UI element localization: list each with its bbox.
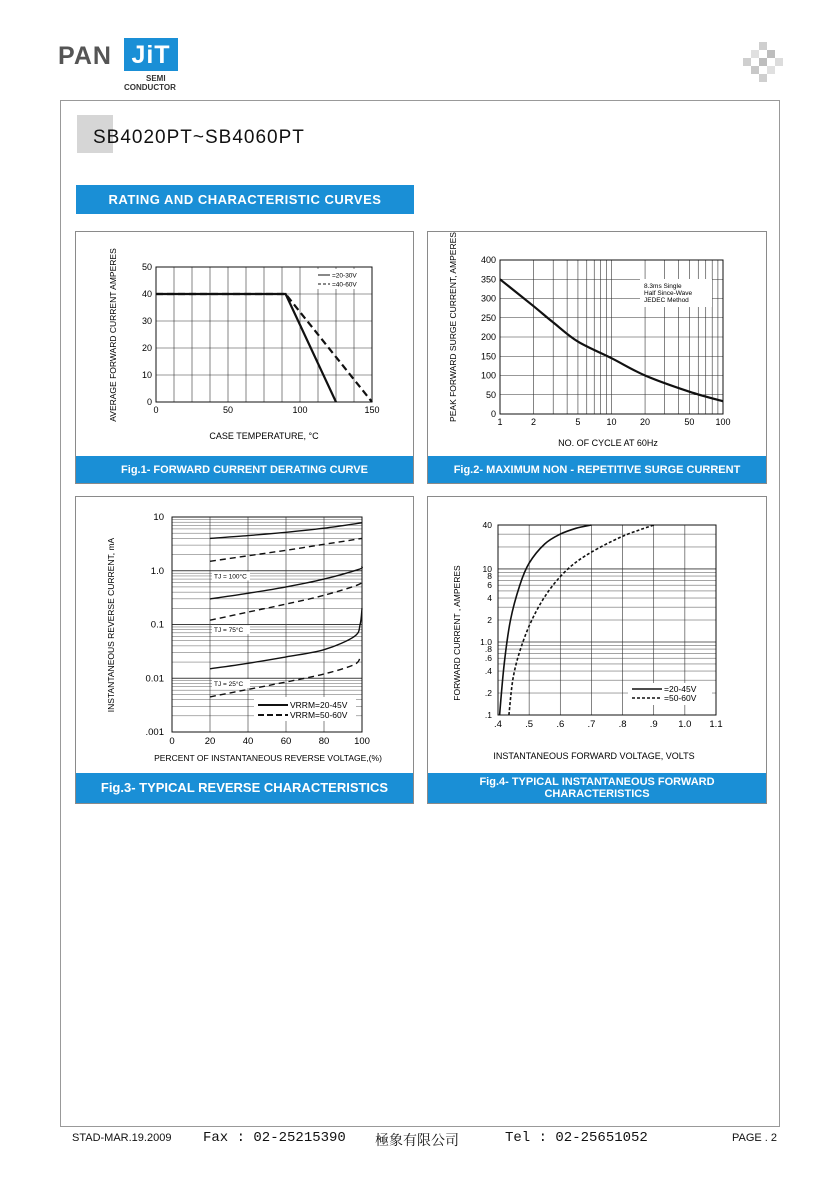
fig4-y-tick-label: 40 [482, 520, 492, 530]
fig4-y-tick-label: 8 [487, 571, 492, 582]
fig4-legend-label: =20-45V [664, 684, 697, 694]
fig1-y-tick-label: 40 [141, 289, 152, 299]
fig2-x-tick-label: 20 [640, 417, 651, 427]
fig1-panel [75, 231, 414, 484]
fig2-annotation-line: JEDEC Method [644, 297, 689, 304]
fig4-panel [427, 496, 767, 804]
fig4-x-tick-label: 1.1 [709, 719, 723, 730]
fig3-x-tick-label: 100 [354, 736, 370, 747]
fig1-x-axis-unit: °C [308, 431, 319, 441]
footer-date: STAD-MAR.19.2009 [72, 1132, 172, 1144]
fig2-y-tick-label: 150 [480, 351, 496, 362]
fig1-y-tick-label: 50 [141, 262, 152, 272]
fig2-panel [427, 231, 767, 484]
fig3-panel [75, 496, 414, 804]
section-banner: RATING AND CHARACTERISTIC CURVES [76, 185, 414, 214]
logo-semi-text: SEMI [146, 74, 166, 83]
checker-decoration-icon [743, 42, 783, 82]
fig3-x-tick-label: 40 [242, 736, 254, 747]
panjit-logo [58, 38, 188, 90]
fig3-legend-label: VRRM=50-60V [290, 710, 348, 720]
fig3-series-6 [210, 657, 360, 697]
fig2-x-tick-label: 5 [575, 417, 581, 427]
fig2-y-tick-label: 50 [485, 389, 496, 400]
fig3-y-tick-label: .001 [145, 727, 164, 738]
fig4-x-tick-label: .8 [618, 719, 627, 730]
fig2-y-tick-label: 350 [480, 274, 496, 285]
fig3-tj-label: TJ = 75°C [214, 627, 244, 635]
footer-tel: Tel : 02-25651052 [505, 1130, 648, 1146]
fig2-x-tick-label: 1 [497, 417, 503, 427]
fig4-x-tick-label: 1.0 [678, 719, 692, 730]
fig4-legend-label: =50-60V [664, 693, 697, 703]
fig4-y-tick-label: 6 [487, 580, 492, 591]
fig4-y-tick-label: 10 [482, 563, 492, 574]
fig4-y-tick-label: .2 [484, 688, 492, 699]
fig2-y-tick-label: 250 [480, 312, 496, 323]
fig1-legend-label: =40-60V [332, 281, 357, 289]
fig1-chart [76, 232, 413, 457]
fig4-y-tick-label: .4 [484, 666, 492, 677]
logo-jit-text: JiT [124, 38, 178, 71]
fig1-y-tick-label: 20 [141, 343, 152, 353]
logo-pan-text: PAN [58, 42, 112, 70]
fig3-legend-label: VRRM=20-45V [290, 700, 348, 710]
fig2-annotation-line: 8.3ms Single [644, 283, 682, 290]
fig4-y-tick-label: .1 [484, 710, 492, 720]
fig1-y-tick-label: 0 [146, 397, 152, 407]
fig2-x-tick-label: 100 [715, 417, 731, 427]
fig4-x-tick-label: .6 [556, 719, 565, 730]
fig1-x-tick-label: 0 [153, 405, 159, 415]
fig2-x-tick-label: 2 [531, 417, 537, 427]
fig1-caption: Fig.1- FORWARD CURRENT DERATING CURVE [76, 456, 413, 483]
fig3-tj-label: TJ = 25°C [214, 680, 244, 688]
fig2-caption: Fig.2- MAXIMUM NON - REPETITIVE SURGE CURRENT [428, 456, 766, 483]
fig4-y-axis-label: FORWARD CURRENT , AMPERES [452, 565, 462, 701]
fig3-x-tick-label: 60 [280, 736, 292, 747]
fig2-x-tick-label: 50 [684, 417, 695, 427]
fig4-x-axis-label: INSTANTANEOUS FORWARD VOLTAGE, VOLTS [493, 751, 695, 761]
fig4-x-tick-label: .7 [587, 719, 596, 730]
fig4-y-tick-label: 4 [487, 593, 492, 604]
fig2-y-axis-label: PEAK FORWARD SURGE CURRENT, AMPERES [448, 232, 458, 422]
fig4-chart [428, 497, 766, 773]
fig1-x-tick-label: 100 [292, 405, 308, 415]
fig3-x-tick-label: 20 [204, 736, 216, 747]
fig3-y-tick-label: 10 [153, 512, 164, 523]
fig2-y-tick-label: 300 [480, 293, 496, 304]
fig3-chart [76, 497, 413, 773]
fig4-x-tick-label: .9 [649, 719, 658, 730]
fig1-y-axis-label: AVERAGE FORWARD CURRENT AMPERES [108, 248, 118, 422]
footer-company: 極象有限公司 [375, 1134, 459, 1150]
fig4-y-tick-label: .6 [484, 653, 492, 664]
fig4-x-tick-label: .5 [525, 719, 534, 730]
fig2-y-tick-label: 0 [490, 409, 496, 419]
fig4-caption: Fig.4- TYPICAL INSTANTANEOUS FORWARD CHARACTERISTICS [428, 773, 766, 803]
fig4-y-tick-label: .8 [484, 644, 492, 655]
page-title: SB4020PT~SB4060PT [93, 127, 305, 148]
fig4-x-tick-label: .4 [494, 719, 502, 730]
fig3-y-tick-label: 0.01 [145, 673, 164, 685]
fig2-x-axis-label: NO. OF CYCLE AT 60Hz [558, 438, 658, 448]
fig3-x-tick-label: 0 [169, 736, 175, 747]
fig1-x-tick-label: 50 [222, 405, 234, 415]
fig1-x-tick-label: 150 [364, 405, 380, 415]
fig4-y-tick-label: 2 [487, 615, 492, 625]
fig4-y-tick-label: 1.0 [480, 636, 492, 647]
fig3-x-tick-label: 80 [318, 736, 330, 747]
fig2-y-tick-label: 200 [480, 332, 496, 342]
logo-conductor-text: CONDUCTOR [124, 83, 176, 92]
fig2-y-tick-label: 400 [480, 255, 496, 265]
footer-fax: Fax : 02-25215390 [203, 1130, 346, 1146]
fig1-legend-label: =20-30V [332, 272, 357, 280]
fig1-y-tick-label: 10 [141, 370, 152, 380]
fig2-chart [428, 232, 766, 457]
fig1-x-axis-label: CASE TEMPERATURE, °C [209, 431, 319, 441]
fig1-y-tick-label: 30 [141, 316, 152, 326]
fig3-x-axis-label: PERCENT OF INSTANTANEOUS REVERSE VOLTAGE,(%) [154, 753, 382, 763]
fig3-tj-label: TJ = 100°C [214, 573, 247, 581]
fig3-caption: Fig.3- TYPICAL REVERSE CHARACTERISTICS [76, 773, 413, 803]
fig2-y-tick-label: 100 [480, 370, 496, 381]
fig3-y-axis-label: INSTANTANEOUS REVERSE CURRENT, mA [106, 537, 116, 713]
fig3-y-tick-label: 0.1 [150, 619, 164, 631]
footer-page: PAGE . 2 [732, 1132, 778, 1144]
fig2-x-tick-label: 10 [606, 417, 617, 427]
fig3-y-tick-label: 1.0 [150, 565, 164, 577]
fig2-annotation-line: Half Since-Wave [644, 290, 693, 297]
